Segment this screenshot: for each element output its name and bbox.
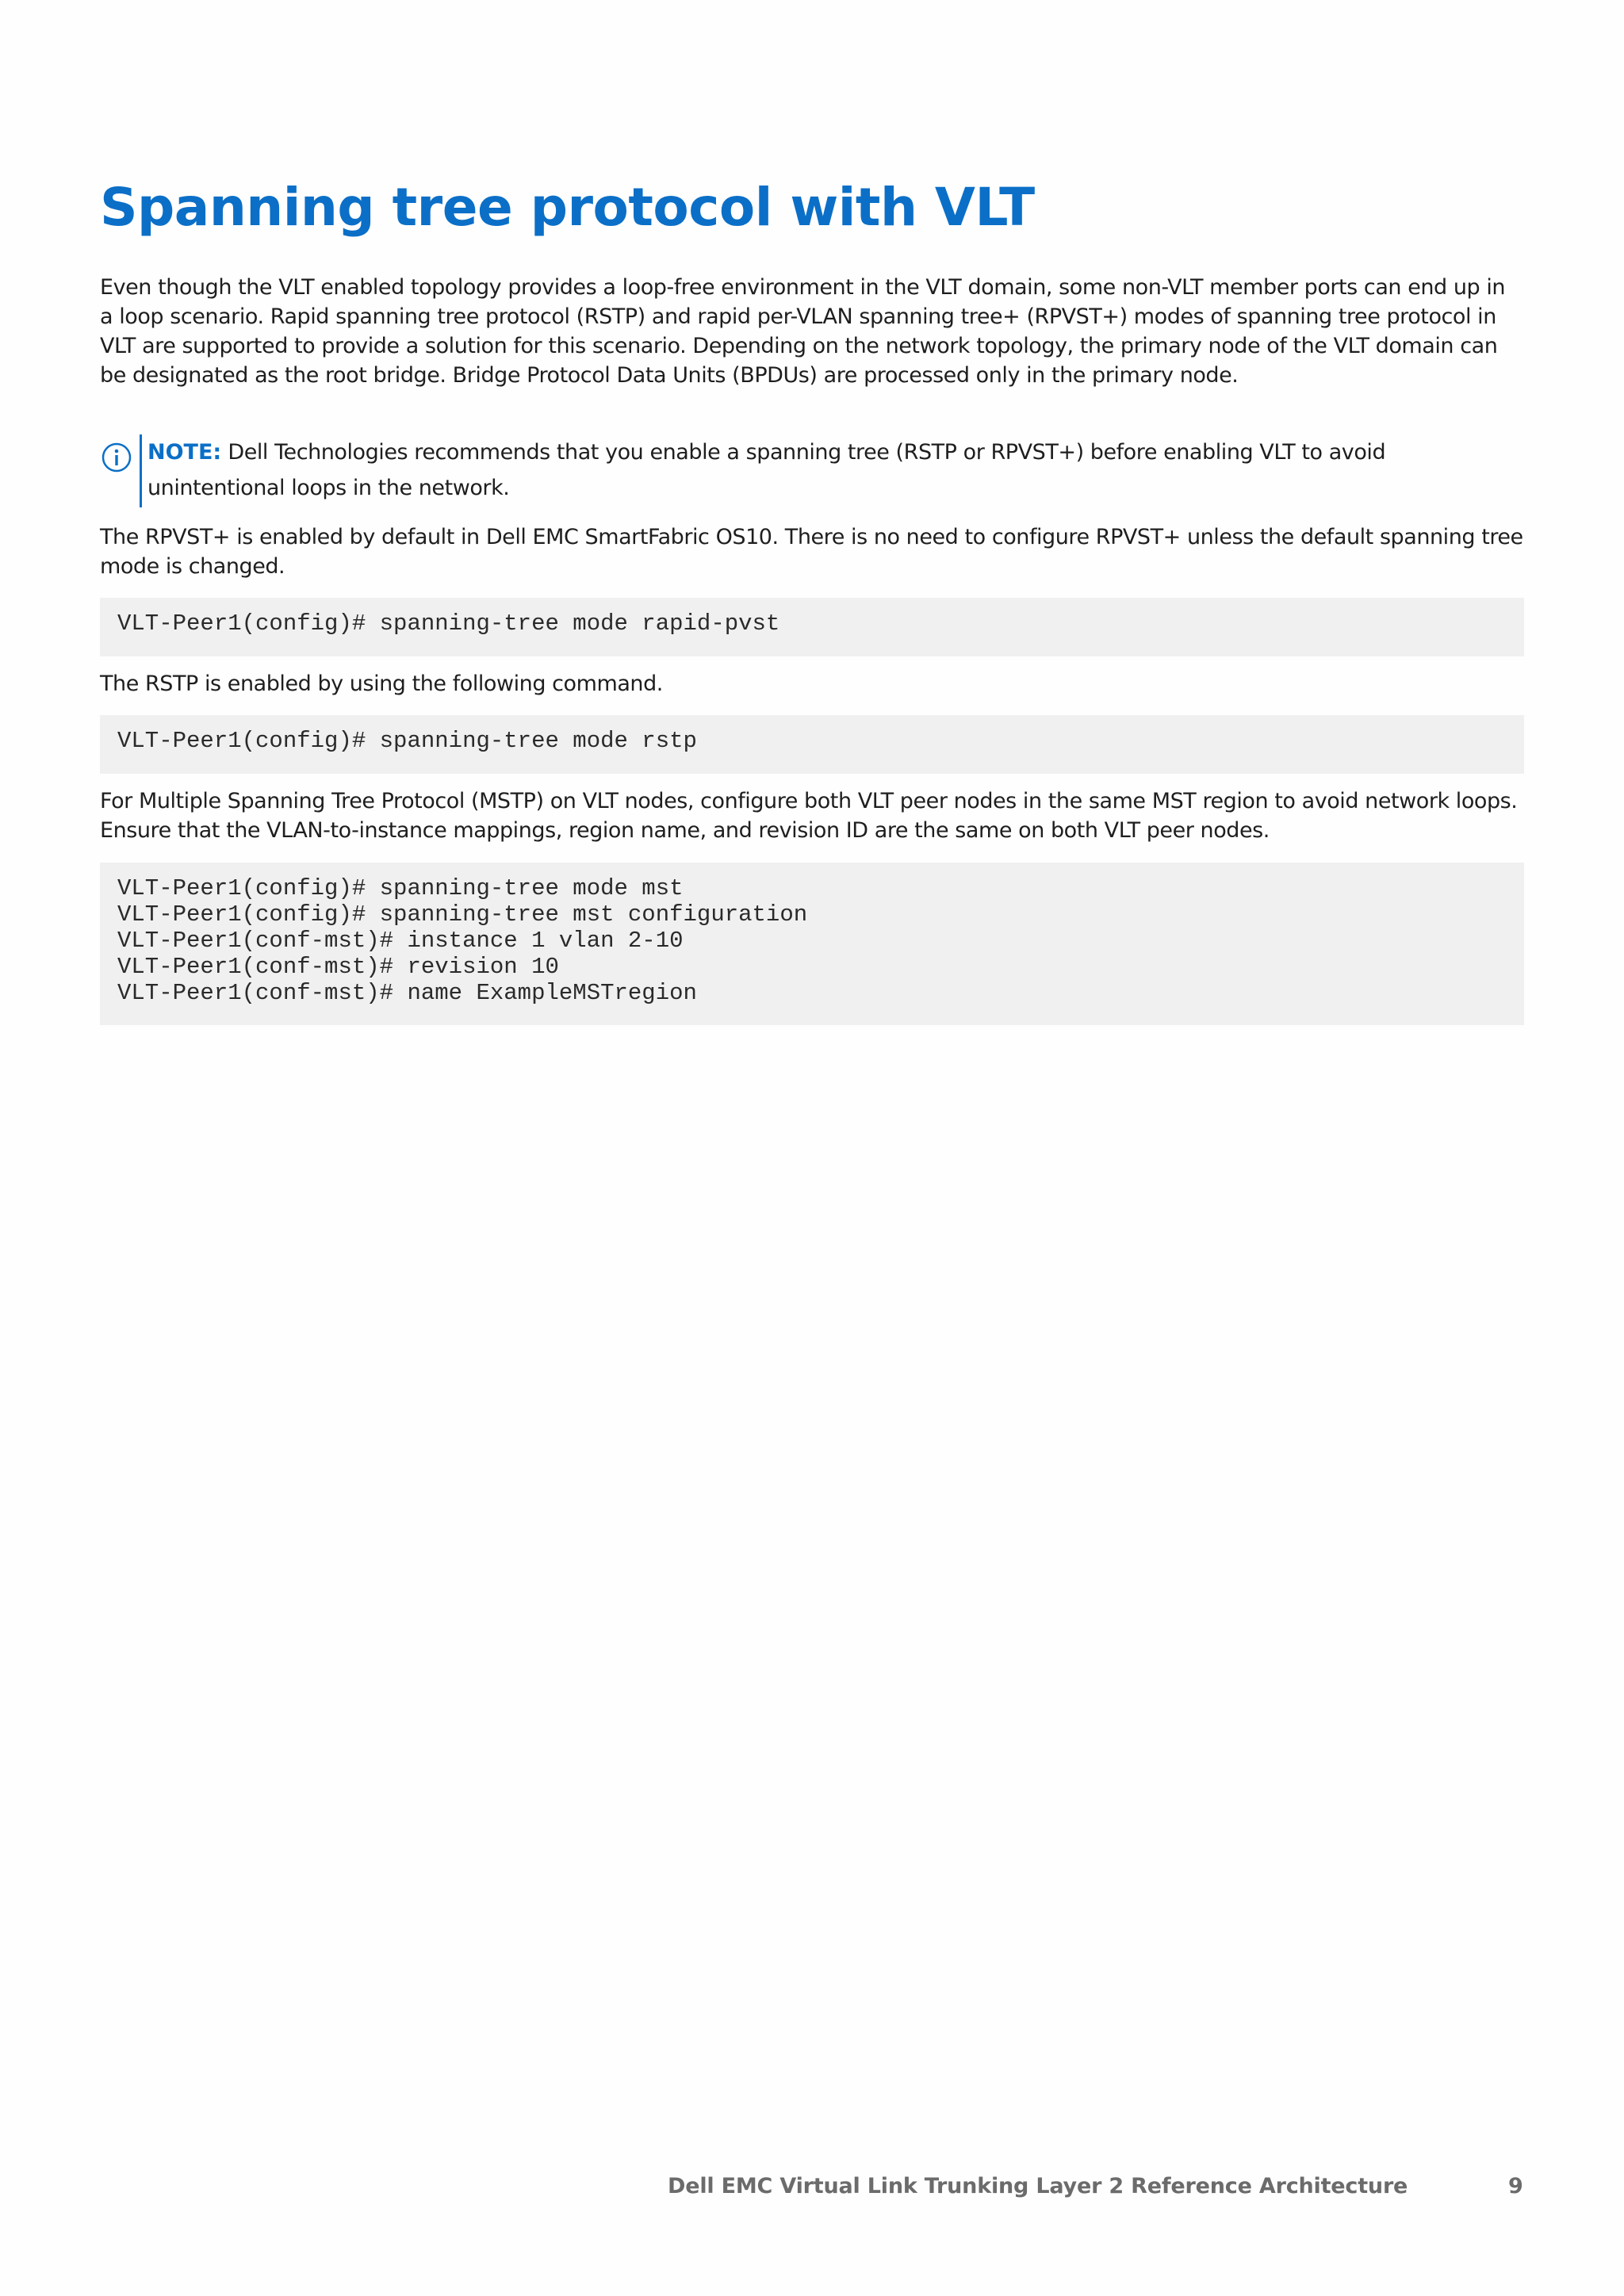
info-icon: [102, 442, 132, 473]
note-text: [147, 434, 1524, 506]
note-accent-bar: [140, 434, 142, 507]
intro-paragraph: Even though the VLT enabled topology provides a loop-free environment in the VLT domain, some non-VLT member ports can end up in a loop scenario. Rapid spanning tree protocol (RSTP) and rapid per-VLAN spanning tree+ (RPVST+) modes of spanning tree protocol in VLT are supported to provide a solution for this scenario. Depending on the network topology, the primary node of the VLT domain can be designated as the root bridge. Bridge Protocol Data Units (BPDUs) are processed only in the primary node.: [100, 275, 1506, 388]
note-body: Dell Technologies recommends that you enable a spanning tree (RSTP or RPVST+) before enabling VLT to avoid unintentional loops in the network.: [147, 440, 1386, 500]
rstp-paragraph: The RSTP is enabled by using the following command.: [100, 672, 663, 696]
code-block-mstp[interactable]: VLT-Peer1(config)# spanning-tree mode mst VLT-Peer1(config)# spanning-tree mst configuration VLT-Peer1(conf-mst)# instance 1 vlan 2-10 VLT-Peer1(conf-mst)# revision 10 VLT-Peer1(conf-mst)# name ExampleMSTregion: [100, 863, 1524, 1025]
note-callout: [100, 434, 1524, 507]
section-title: Spanning tree protocol with VLT: [100, 177, 1035, 238]
rpvst-paragraph: The RPVST+ is enabled by default in Dell EMC SmartFabric OS10. There is no need to configure RPVST+ unless the default spanning tree mode is changed.: [100, 525, 1523, 579]
code-block-rpvst[interactable]: VLT-Peer1(config)# spanning-tree mode rapid-pvst: [100, 598, 1524, 656]
code-block-rstp[interactable]: VLT-Peer1(config)# spanning-tree mode rstp: [100, 715, 1524, 774]
footer-page-number: 9: [1508, 2174, 1523, 2198]
note-label: NOTE:: [147, 440, 222, 465]
footer-document-title: Dell EMC Virtual Link Trunking Layer 2 Reference Architecture: [668, 2174, 1408, 2198]
mstp-paragraph: For Multiple Spanning Tree Protocol (MSTP) on VLT nodes, configure both VLT peer nodes in the same MST region to avoid network loops. Ensure that the VLAN-to-instance mappings, region name, and revision ID are the same on both VLT peer nodes.: [100, 789, 1518, 843]
